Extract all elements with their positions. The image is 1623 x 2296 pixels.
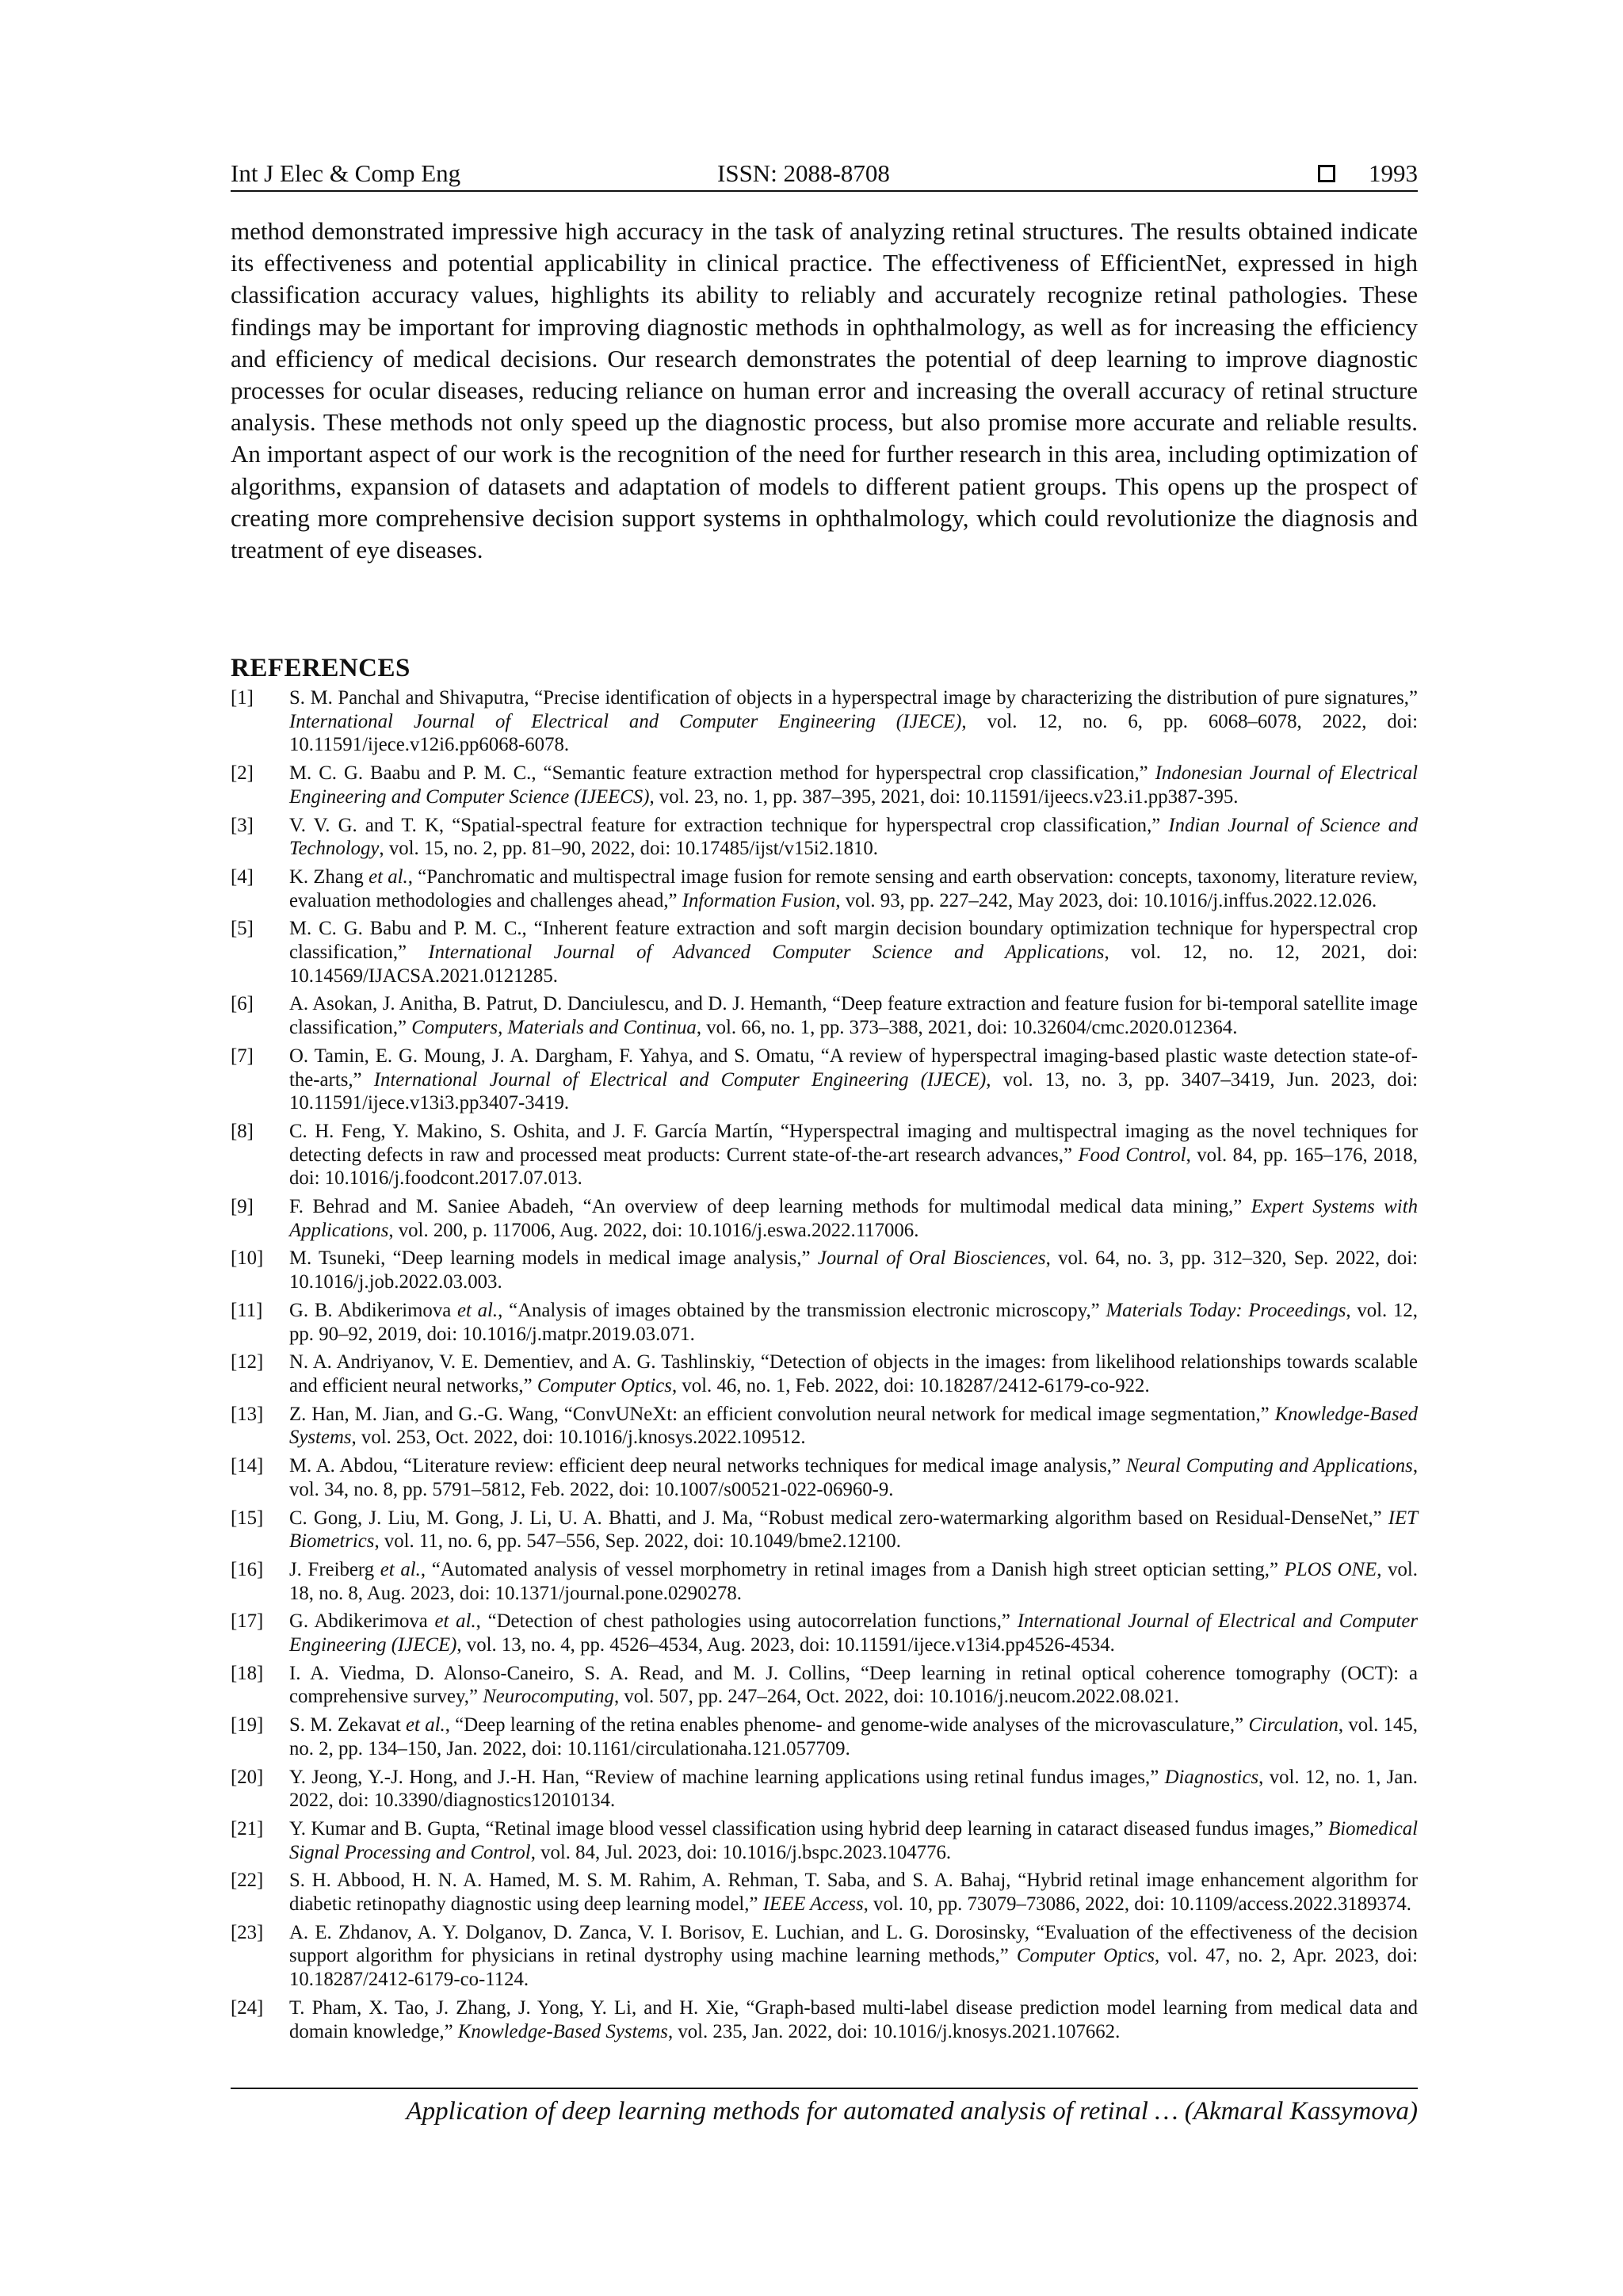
page-number-group [1318,155,1418,192]
reference-text: O. Tamin, E. G. Moung, J. A. Dargham, F. Yahya, and S. Omatu, “A review of hyperspectral imaging-based plastic waste detection state-of-the-arts,” [289,1045,1418,1091]
reference-details: , vol. 12, no. 6, pp. 6068–6078, 2022, doi: 10.11591/ijece.v12i6.pp6068-6078. [289,710,1418,756]
reference-et-al: et al. [456,1299,498,1321]
reference-venue: IET Biometrics [289,1507,1418,1553]
reference-venue: Indonesian Journal of Electrical Engineering and Computer Science (IJEECS) [289,762,1418,808]
reference-item [231,686,1418,757]
reference-title: , “Analysis of images obtained by the transmission electronic microscopy,” [498,1299,1106,1321]
reference-item [231,1713,1418,1760]
reference-details: , vol. 12, pp. 90–92, 2019, doi: 10.1016/j.matpr.2019.03.071. [289,1299,1418,1345]
reference-item [231,1454,1418,1501]
journal-name: Int J Elec & Comp Eng [231,159,461,187]
reference-item [231,762,1418,808]
reference-item [231,1921,1418,1992]
header-divider [231,190,1418,192]
reference-number: [7] [231,1045,254,1067]
reference-title: , “Panchromatic and multispectral image fusion for remote sensing and earth observation: concepts, taxonomy, literature review, evaluation methodologies and challenges ahead,” [289,865,1418,911]
reference-venue: Food Control [1078,1144,1186,1166]
references-heading: REFERENCES [231,654,411,682]
reference-title: , “Automated analysis of vessel morphometry in retinal images from a Danish high street optician setting,” [420,1558,1285,1580]
reference-number: [16] [231,1558,264,1580]
reference-details: , vol. 84, Jul. 2023, doi: 10.1016/j.bspc.2023.104776. [530,1841,952,1863]
reference-venue: Computers, Materials and Continua [411,1017,697,1039]
reference-venue: Information Fusion [682,889,836,911]
reference-number: [2] [231,762,254,785]
reference-text: M. C. G. Baabu and P. M. C., “Semantic feature extraction method for hyperspectral crop classification,” [289,762,1155,785]
reference-item [231,1045,1418,1115]
reference-title: , “Deep learning of the retina enables phenome- and genome-wide analyses of the microvasculature,” [445,1714,1249,1736]
reference-number: [10] [231,1247,264,1270]
reference-details: , vol. 235, Jan. 2022, doi: 10.1016/j.knosys.2021.107662. [667,2020,1121,2042]
reference-text: S. H. Abbood, H. N. A. Hamed, M. S. M. Rahim, A. Rehman, T. Saba, and S. A. Bahaj, “Hybrid retinal image enhancement algorithm for diabetic retinopathy diagnostic using deep learning model,” [289,1870,1418,1916]
reference-text: N. A. Andriyanov, V. E. Dementiev, and A. G. Tashlinskiy, “Detection of objects in the images: from likelihood relationships towards scalable and efficient neural networks,” [289,1351,1418,1396]
reference-venue: International Journal of Electrical and Computer Engineering (IJECE) [289,710,962,732]
reference-venue: Expert Systems with Applications [289,1196,1418,1241]
reference-item [231,1558,1418,1605]
reference-text: F. Behrad and M. Saniee Abadeh, “An overview of deep learning methods for multimodal medical data mining,” [289,1196,1251,1218]
reference-venue: IEEE Access [762,1893,864,1916]
reference-venue: Neurocomputing [483,1686,614,1708]
reference-details: , vol. 93, pp. 227–242, May 2023, doi: 10.1016/j.inffus.2022.12.026. [835,889,1377,911]
reference-number: [13] [231,1403,264,1425]
reference-item [231,1299,1418,1346]
reference-text: M. A. Abdou, “Literature review: efficient deep neural networks techniques for medical image analysis,” [289,1455,1126,1477]
reference-et-al: et al. [434,1610,476,1633]
reference-details: , vol. 84, pp. 165–176, 2018, doi: 10.1016/j.foodcont.2017.07.013. [289,1144,1418,1190]
reference-number: [12] [231,1351,264,1373]
reference-venue: Materials Today: Proceedings [1106,1299,1346,1321]
reference-number: [14] [231,1455,264,1477]
reference-details: , vol. 10, pp. 73079–73086, 2022, doi: 10.1109/access.2022.3189374. [863,1893,1411,1916]
reference-text: M. Tsuneki, “Deep learning models in medical image analysis,” [289,1247,818,1270]
reference-venue: Neural Computing and Applications [1125,1455,1413,1477]
running-header [231,155,1418,192]
reference-venue: Computer Optics [537,1374,672,1396]
reference-venue: International Journal of Advanced Computer Science and Applications [428,942,1105,964]
body-paragraph: method demonstrated impressive high accuracy in the task of analyzing retinal structures. The results obtained indicate its effectiveness and potential applicability in clinical practice. The effectiveness of EfficientNet, expressed in high classification accuracy values, highlights its ability to reliably and accurately recognize retinal pathologies. These findings may be important for improving diagnostic methods in ophthalmology, as well as for increasing the efficiency and efficiency of medical decisions. Our research demonstrates the potential of deep learning to improve diagnostic processes for ocular diseases, reducing reliance on human error and increasing the overall accuracy of retinal structure analysis. These methods not only speed up the diagnostic process, but also promise more accurate and reliable results. An important aspect of our work is the recognition of the need for further research in this area, including optimization of algorithms, expansion of datasets and adaptation of models to different patient groups. This opens up the prospect of creating more comprehensive decision support systems in ophthalmology, which could revolutionize the diagnosis and treatment of eye diseases. [231,217,1418,564]
reference-item [231,814,1418,861]
reference-number: [6] [231,993,254,1015]
reference-text: Y. Jeong, Y.-J. Hong, and J.-H. Han, “Review of machine learning applications using retinal fundus images,” [289,1766,1165,1788]
reference-details: , vol. 15, no. 2, pp. 81–90, 2022, doi: 10.17485/ijst/v15i2.1810. [379,838,879,860]
issn: ISSN: 2088-8708 [717,159,890,187]
reference-et-al: et al. [406,1714,445,1736]
reference-venue: Computer Optics [1016,1945,1155,1967]
reference-number: [19] [231,1714,264,1736]
reference-number: [1] [231,687,254,709]
reference-venue: PLOS ONE [1284,1558,1377,1580]
reference-text: C. H. Feng, Y. Makino, S. Oshita, and J. F. García Martín, “Hyperspectral imaging and multispectral imaging as the novel techniques for detecting defects in raw and processed meat products: Current state-of-the-art research advances,” [289,1120,1418,1166]
reference-text: C. Gong, J. Liu, M. Gong, J. Li, U. A. Bhatti, and J. Ma, “Robust medical zero-watermarking algorithm based on Residual-DenseNet,” [289,1507,1388,1529]
reference-item [231,1247,1418,1293]
reference-details: , vol. 11, no. 6, pp. 547–556, Sep. 2022, doi: 10.1049/bme2.12100. [374,1530,901,1553]
page-number: 1993 [1369,159,1418,187]
reference-item [231,1403,1418,1450]
reference-text: Y. Kumar and B. Gupta, “Retinal image blood vessel classification using hybrid deep learning in cataract diseased fundus images,” [289,1817,1329,1839]
reference-details: , vol. 18, no. 8, Aug. 2023, doi: 10.1371/journal.pone.0290278. [289,1558,1418,1604]
reference-details: , vol. 13, no. 3, pp. 3407–3419, Jun. 2023, doi: 10.11591/ijece.v13i3.pp3407-3419. [289,1068,1418,1114]
reference-details: , vol. 64, no. 3, pp. 312–320, Sep. 2022, doi: 10.1016/j.job.2022.03.003. [289,1247,1418,1293]
reference-details: , vol. 13, no. 4, pp. 4526–4534, Aug. 2023, doi: 10.11591/ijece.v13i4.pp4526-4534. [456,1634,1115,1656]
reference-text: G. B. Abdikerimova [289,1299,457,1321]
square-bullet-icon [1318,165,1335,182]
reference-details: , vol. 66, no. 1, pp. 373–388, 2021, doi: 10.32604/cmc.2020.012364. [696,1017,1238,1039]
reference-et-al: et al. [369,865,408,888]
reference-text: S. M. Panchal and Shivaputra, “Precise identification of objects in a hyperspectral image by characterizing the distribution of pure signatures,” [289,687,1418,709]
reference-text: M. C. G. Babu and P. M. C., “Inherent feature extraction and soft margin decision boundary optimization technique for hyperspectral crop classification,” [289,918,1418,964]
reference-item [231,1350,1418,1397]
reference-venue: Knowledge-Based Systems [457,2020,668,2042]
reference-number: [15] [231,1507,264,1529]
reference-details: , vol. 507, pp. 247–264, Oct. 2022, doi: 10.1016/j.neucom.2022.08.021. [613,1686,1179,1708]
reference-et-al: et al. [380,1558,421,1580]
reference-details: , vol. 12, no. 12, 2021, doi: 10.14569/IJACSA.2021.0121285. [289,942,1419,987]
reference-details: , vol. 47, no. 2, Apr. 2023, doi: 10.18287/2412-6179-co-1124. [289,1945,1418,1991]
reference-text: I. A. Viedma, D. Alonso-Caneiro, S. A. Read, and M. J. Collins, “Deep learning in retinal optical coherence tomography (OCT): a comprehensive survey,” [289,1662,1418,1708]
reference-item [231,865,1418,912]
reference-number: [24] [231,1996,264,2019]
reference-item [231,1869,1418,1916]
reference-number: [8] [231,1120,254,1142]
reference-venue: Knowledge-Based Systems [289,1403,1418,1449]
reference-venue: International Journal of Electrical and Computer Engineering (IJECE) [289,1610,1418,1656]
reference-item [231,1120,1418,1190]
reference-details: , vol. 23, no. 1, pp. 387–395, 2021, doi: 10.11591/ijeecs.v23.i1.pp387-395. [649,785,1239,808]
reference-venue: Indian Journal of Science and Technology [289,814,1418,860]
reference-item [231,1817,1418,1864]
reference-number: [3] [231,814,254,836]
reference-details: , vol. 46, no. 1, Feb. 2022, doi: 10.18287/2412-6179-co-922. [671,1374,1150,1396]
reference-details: , vol. 253, Oct. 2022, doi: 10.1016/j.knosys.2022.109512. [351,1427,806,1449]
reference-number: [23] [231,1921,264,1943]
references-list [231,686,1418,2048]
reference-number: [21] [231,1817,264,1839]
footer-divider [231,2088,1418,2089]
reference-text: A. E. Zhdanov, A. Y. Dolganov, D. Zanca, V. I. Borisov, E. Luchian, and L. G. Dorosinsky, “Evaluation of the effectiveness of the decision support algorithm for physicians in retinal dystrophy using machine learning methods,” [289,1921,1418,1967]
reference-text: K. Zhang [289,865,369,888]
reference-item [231,917,1418,988]
reference-number: [17] [231,1610,264,1633]
reference-number: [9] [231,1196,254,1218]
reference-details: , vol. 145, no. 2, pp. 134–150, Jan. 2022, doi: 10.1161/circulationaha.121.057709. [289,1714,1418,1759]
reference-venue: Journal of Oral Biosciences [817,1247,1046,1270]
reference-item [231,1766,1418,1813]
reference-text: V. V. G. and T. K, “Spatial-spectral feature for extraction technique for hyperspectral crop classification,” [289,814,1169,836]
reference-venue: International Journal of Electrical and Computer Engineering (IJECE) [373,1068,987,1091]
reference-item [231,1662,1418,1709]
reference-details: , vol. 34, no. 8, pp. 5791–5812, Feb. 2022, doi: 10.1007/s00521-022-06960-9. [289,1455,1419,1500]
reference-venue: Biomedical Signal Processing and Control [289,1817,1418,1863]
reference-details: , vol. 200, p. 117006, Aug. 2022, doi: 10.1016/j.eswa.2022.117006. [388,1219,919,1241]
reference-venue: Circulation [1248,1714,1338,1736]
reference-item [231,1195,1418,1242]
reference-text: Z. Han, M. Jian, and G.-G. Wang, “ConvUNeXt: an efficient convolution neural network for medical image segmentation,” [289,1403,1275,1425]
reference-number: [22] [231,1870,264,1892]
reference-item [231,1996,1418,2043]
reference-number: [18] [231,1662,264,1684]
reference-venue: Diagnostics [1164,1766,1259,1788]
reference-number: [4] [231,865,254,888]
reference-number: [20] [231,1766,264,1788]
reference-details: , vol. 12, no. 1, Jan. 2022, doi: 10.3390/diagnostics12010134. [289,1766,1418,1812]
reference-title: , “Detection of chest pathologies using autocorrelation functions,” [475,1610,1018,1633]
running-footer: Application of deep learning methods for automated analysis of retinal … (Akmaral Kassymova) [406,2097,1418,2126]
reference-text: A. Asokan, J. Anitha, B. Patrut, D. Danciulescu, and D. J. Hemanth, “Deep feature extraction and feature fusion for bi-temporal satellite image classification,” [289,993,1418,1039]
reference-text: G. Abdikerimova [289,1610,435,1633]
reference-item [231,1507,1418,1553]
reference-text: J. Freiberg [289,1558,380,1580]
reference-number: [5] [231,918,254,940]
reference-number: [11] [231,1299,263,1321]
reference-item [231,992,1418,1039]
reference-item [231,1610,1418,1656]
reference-text: T. Pham, X. Tao, J. Zhang, J. Yong, Y. Li, and H. Xie, “Graph-based multi-label disease prediction model learning from medical data and domain knowledge,” [289,1996,1418,2042]
reference-text: S. M. Zekavat [289,1714,407,1736]
